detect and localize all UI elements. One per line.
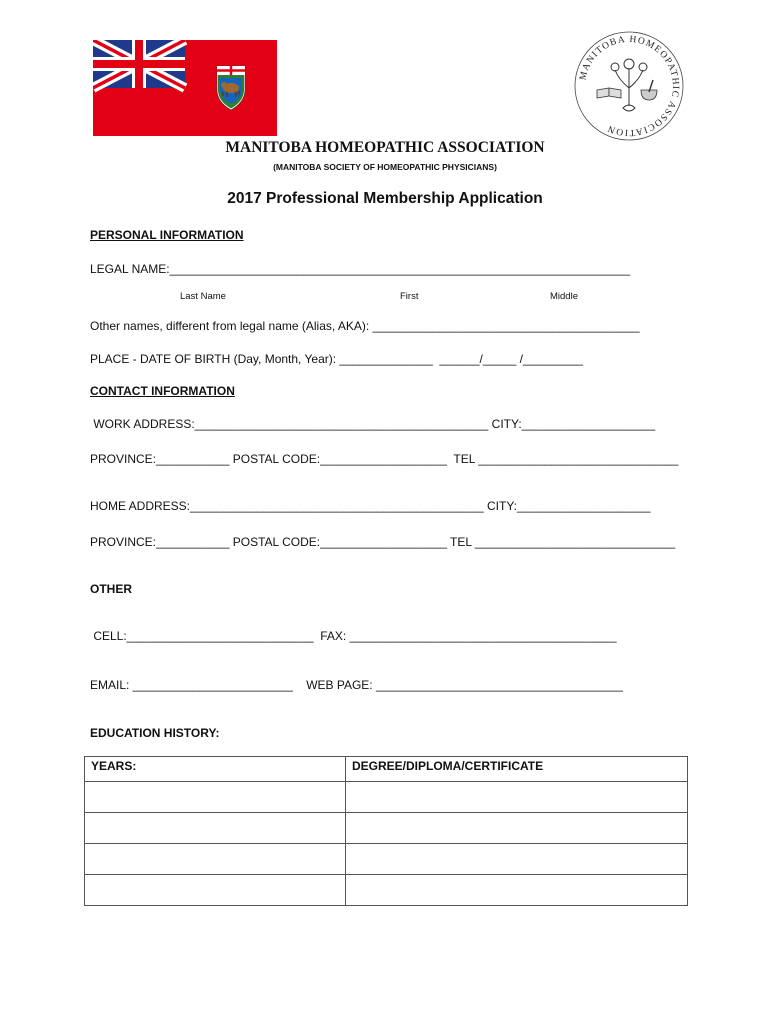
page-title: 2017 Professional Membership Application [227,190,543,207]
degree-cell[interactable] [346,782,688,813]
degree-cell[interactable] [346,813,688,844]
home-province-field[interactable]: PROVINCE:___________ POSTAL CODE:___________________ TEL ______________________________ [90,535,676,549]
years-cell[interactable] [85,844,346,875]
seal-text: MANITOBA HOMEOPATHIC ASSOCIATION [578,34,681,138]
years-cell[interactable] [85,782,346,813]
other-heading: OTHER [90,582,132,596]
other-names-field[interactable]: Other names, different from legal name (Alias, AKA): ________________________________________ [90,319,640,333]
table-header-row [85,757,688,782]
lotus-icon [611,59,647,111]
first-name-label: First [400,291,419,302]
degree-column-header: DEGREE/DIPLOMA/CERTIFICATE [346,757,688,782]
cell-fax-field[interactable]: CELL:____________________________ FAX: ________________________________________ [90,629,617,643]
years-cell[interactable] [85,875,346,906]
degree-cell[interactable] [346,844,688,875]
union-jack-canton [93,40,185,88]
education-heading: EDUCATION HISTORY: [90,726,220,740]
org-subtitle: (MANITOBA SOCIETY OF HOMEOPATHIC PHYSICIANS) [273,162,497,172]
book-icon [597,88,621,98]
home-address-field[interactable]: HOME ADDRESS:____________________________________________ CITY:____________________ [90,499,651,513]
mortar-icon [641,80,657,100]
degree-cell[interactable] [346,875,688,906]
work-province-field[interactable]: PROVINCE:___________ POSTAL CODE:___________________ TEL ______________________________ [90,452,679,466]
contact-info-heading: CONTACT INFORMATION [90,384,235,398]
table-row [85,813,688,844]
last-name-label: Last Name [180,291,226,302]
personal-info-heading: PERSONAL INFORMATION [90,228,244,242]
table-row [85,782,688,813]
org-name: MANITOBA HOMEOPATHIC ASSOCIATION [225,139,545,156]
association-seal [571,28,687,144]
years-cell[interactable] [85,813,346,844]
middle-name-label: Middle [550,291,578,302]
education-table [84,756,688,906]
work-address-field[interactable]: WORK ADDRESS:____________________________________________ CITY:____________________ [90,417,656,431]
birth-field[interactable]: PLACE - DATE OF BIRTH (Day, Month, Year): ______________ ______/_____ /_________ [90,352,583,366]
email-web-field[interactable]: EMAIL: ________________________ WEB PAGE: _____________________________________ [90,678,623,692]
years-column-header: YEARS: [85,757,346,782]
manitoba-flag [93,40,277,136]
legal-name-field[interactable]: LEGAL NAME:_____________________________________________________________________ [90,262,631,276]
table-row [85,875,688,906]
table-row [85,844,688,875]
